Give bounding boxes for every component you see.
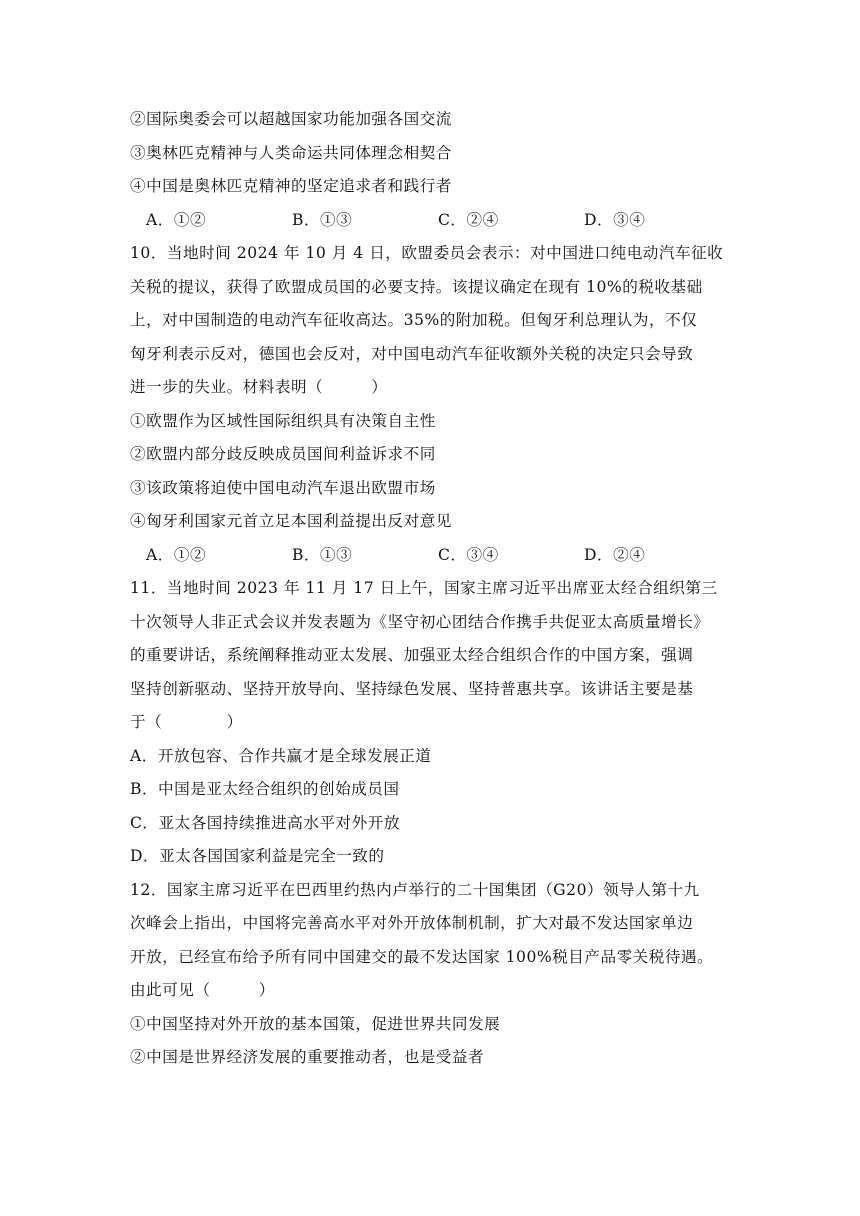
answer-options (130, 204, 730, 238)
answer-options (130, 539, 730, 573)
exam-page (130, 103, 730, 1075)
question-text-line: 次峰会上指出，中国将完善高水平对外开放体制机制，扩大对最不发达国家单边 (130, 914, 694, 932)
option-b: B．①③ (292, 545, 353, 564)
question-text-line: 进一步的失业。材料表明（ ） (130, 378, 388, 396)
question-11 (130, 572, 730, 874)
question-text-line: 10．当地时间 2024 年 10 月 4 日，欧盟委员会表示：对中国进口纯电动汽车征收 (130, 244, 724, 262)
question-text-line: 开放，已经宣布给予所有同中国建交的最不发达国家 100%税目产品零关税待遇。 (130, 947, 714, 966)
statement-2: ②国际奥委会可以超越国家功能加强各国交流 (130, 110, 452, 128)
question-text-line: 于（ ） (130, 713, 243, 731)
statement-3: ③该政策将迫使中国电动汽车退出欧盟市场 (130, 478, 436, 497)
question-text-line: 的重要讲话，系统阐释推动亚太发展、加强亚太经合组织合作的中国方案，强调 (130, 646, 694, 664)
question-text-line: 匈牙利表示反对，德国也会反对，对中国电动汽车征收额外关税的决定只会导致 (130, 344, 694, 363)
statement-1: ①欧盟作为区域性国际组织具有决策自主性 (130, 411, 436, 430)
question-10 (130, 237, 730, 572)
option-b: B．①③ (292, 210, 353, 229)
statement-1: ①中国坚持对外开放的基本国策，促进世界共同发展 (130, 1014, 501, 1033)
option-a: A．①② (146, 210, 207, 229)
question-9-continued (130, 103, 730, 237)
statement-2: ②欧盟内部分歧反映成员国间利益诉求不同 (130, 445, 436, 463)
option-c: C．②④ (438, 210, 499, 229)
statement-2: ②中国是世界经济发展的重要推动者，也是受益者 (130, 1048, 485, 1066)
statement-4: ④中国是奥林匹克精神的坚定追求者和践行者 (130, 177, 452, 195)
statement-3: ③奥林匹克精神与人类命运共同体理念相契合 (130, 143, 452, 162)
choice-b: B．中国是亚太经合组织的创始成员国 (130, 780, 400, 798)
choice-c: C．亚太各国持续推进高水平对外开放 (130, 813, 400, 832)
question-text-line: 11．当地时间 2023 年 11 月 17 日上午，国家主席习近平出席亚太经合组织第三 (130, 579, 718, 597)
question-text-line: 12．国家主席习近平在巴西里约热内卢举行的二十国集团（G20）领导人第十九 (130, 880, 700, 899)
question-text-line: 坚持创新驱动、坚持开放导向、坚持绿色发展、坚持普惠共享。该讲话主要是基 (130, 679, 694, 698)
question-12 (130, 874, 730, 1075)
choice-a: A．开放包容、合作共赢才是全球发展正道 (130, 746, 432, 765)
option-d: D．③④ (584, 210, 646, 229)
question-text-line: 十次领导人非正式会议并发表题为《坚守初心团结合作携手共促亚太高质量增长》 (130, 612, 710, 631)
question-text-line: 由此可见（ ） (130, 981, 275, 999)
statement-4: ④匈牙利国家元首立足本国利益提出反对意见 (130, 512, 452, 530)
option-c: C．③④ (438, 545, 499, 564)
question-text-line: 上，对中国制造的电动汽车征收高达。35%的附加税。但匈牙利总理认为，不仅 (130, 311, 698, 329)
option-a: A．①② (146, 545, 207, 564)
question-text-line: 关税的提议，获得了欧盟成员国的必要支持。该提议确定在现有 10%的税收基础 (130, 277, 703, 296)
choice-d: D．亚太各国国家利益是完全一致的 (130, 847, 385, 865)
option-d: D．②④ (584, 545, 646, 564)
